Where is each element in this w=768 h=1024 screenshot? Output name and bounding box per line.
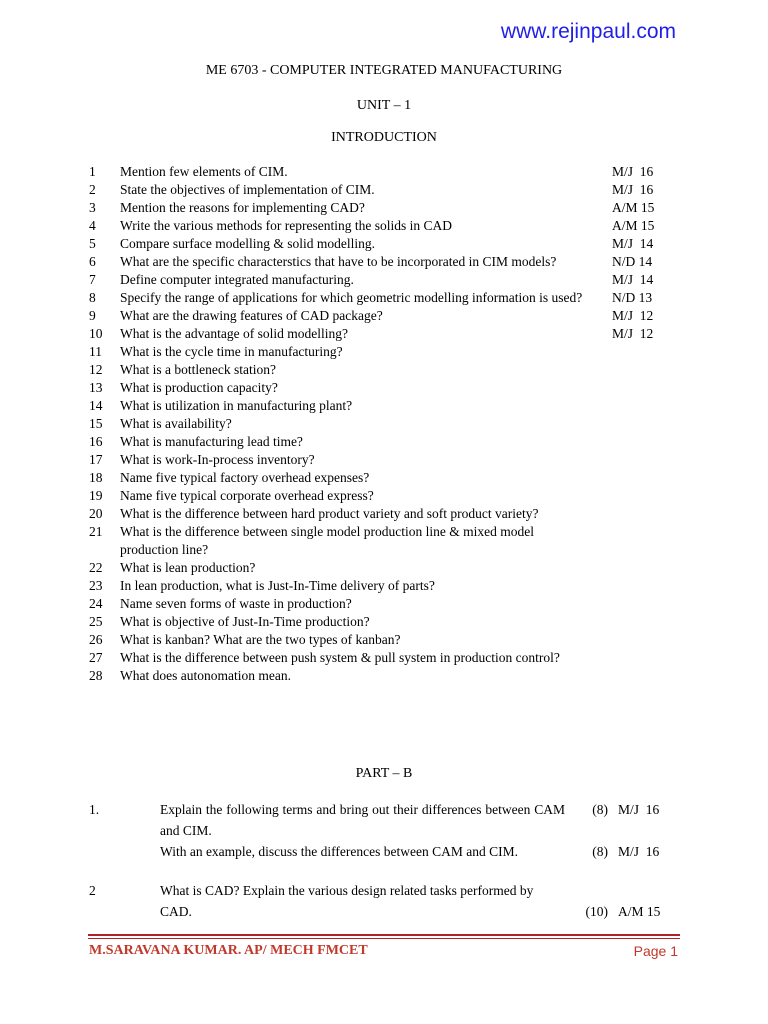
question-row	[0, 397, 768, 415]
exam-session-code: M/J 12	[612, 326, 654, 341]
question-number: 1.	[89, 802, 100, 817]
question-marks: (10)	[585, 904, 608, 919]
question-text: What is the difference between single model production line & mixed model production line?	[120, 524, 535, 557]
question-text: Explain the following terms and bring out their differences between CAM and CIM.	[160, 802, 565, 838]
exam-session-code: N/D 13	[612, 290, 653, 305]
question-row	[0, 433, 768, 451]
exam-session-code: M/J 14	[612, 236, 654, 251]
question-text: What is production capacity?	[120, 380, 278, 395]
question-number: 8	[89, 290, 96, 305]
footer-author: M.SARAVANA KUMAR. AP/ MECH FMCET	[89, 943, 368, 958]
exam-session-code: M/J 14	[612, 272, 654, 287]
question-number: 18	[89, 470, 103, 485]
question-row	[0, 613, 768, 631]
footer-rule	[88, 938, 680, 939]
question-row	[0, 379, 768, 397]
question-number: 5	[89, 236, 96, 251]
question-text: What is the difference between push system & pull system in production control?	[120, 650, 560, 665]
question-marks: (8)	[592, 844, 608, 859]
question-number: 17	[89, 452, 103, 467]
question-text: Write the various methods for representing the solids in CAD	[120, 218, 453, 233]
question-text: What is manufacturing lead time?	[120, 434, 303, 449]
question-number: 24	[89, 596, 103, 611]
question-row	[0, 577, 768, 595]
question-text: What is the difference between hard product variety and soft product variety?	[120, 506, 539, 521]
question-number: 27	[89, 650, 103, 665]
question-number: 28	[89, 668, 103, 683]
question-text: State the objectives of implementation of CIM.	[120, 182, 375, 197]
question-text: Name five typical corporate overhead express?	[120, 488, 374, 503]
question-row	[0, 217, 768, 235]
question-text: What is objective of Just-In-Time production?	[120, 614, 370, 629]
exam-session-code: M/J 16	[612, 164, 654, 179]
question-text: What is work-In-process inventory?	[120, 452, 315, 467]
question-row	[0, 595, 768, 613]
question-number: 4	[89, 218, 96, 233]
question-text: What are the drawing features of CAD package?	[120, 308, 383, 323]
question-number: 26	[89, 632, 103, 647]
question-number: 11	[89, 344, 102, 359]
question-number: 14	[89, 398, 103, 413]
question-text: What are the specific characterstics that have to be incorporated in CIM models?	[120, 254, 557, 269]
question-row	[0, 199, 768, 217]
footer-rule	[88, 934, 680, 936]
question-marks: (8)	[592, 802, 608, 817]
question-row	[0, 235, 768, 253]
question-row	[0, 343, 768, 361]
question-row	[0, 667, 768, 685]
question-row	[0, 361, 768, 379]
question-number: 3	[89, 200, 96, 215]
question-row	[0, 325, 768, 343]
question-text: What is a bottleneck station?	[120, 362, 276, 377]
question-row	[0, 415, 768, 433]
question-number: 23	[89, 578, 103, 593]
question-number: 1	[89, 164, 96, 179]
question-row	[0, 181, 768, 199]
exam-session-code: M/J 12	[612, 308, 654, 323]
question-row	[0, 505, 768, 523]
question-text: What is lean production?	[120, 560, 256, 575]
question-text: With an example, discuss the differences between CAM and CIM.	[160, 844, 518, 859]
question-number: 15	[89, 416, 103, 431]
question-text: What is availability?	[120, 416, 232, 431]
question-text: Name seven forms of waste in production?	[120, 596, 352, 611]
question-row	[0, 523, 768, 559]
question-text: Mention the reasons for implementing CAD?	[120, 200, 365, 215]
question-number: 19	[89, 488, 103, 503]
question-number: 12	[89, 362, 103, 377]
part-b-question	[0, 799, 768, 841]
question-text: Specify the range of applications for which geometric modelling information is used?	[120, 290, 583, 305]
part-b-heading: PART – B	[355, 766, 413, 781]
question-text: In lean production, what is Just-In-Time delivery of parts?	[120, 578, 435, 593]
question-number: 9	[89, 308, 96, 323]
question-text: Name five typical factory overhead expenses?	[120, 470, 370, 485]
question-row	[0, 487, 768, 505]
exam-session-code: M/J 16	[618, 844, 660, 859]
course-title: ME 6703 - COMPUTER INTEGRATED MANUFACTURING	[205, 63, 563, 78]
question-text: Mention few elements of CIM.	[120, 164, 288, 179]
part-b-subquestion	[0, 841, 768, 862]
question-row	[0, 163, 768, 181]
question-row	[0, 271, 768, 289]
question-row	[0, 559, 768, 577]
part-a-question-list	[0, 163, 768, 685]
question-number: 7	[89, 272, 96, 287]
question-number: 13	[89, 380, 103, 395]
question-number: 2	[89, 182, 96, 197]
question-number: 16	[89, 434, 103, 449]
question-text: What is the cycle time in manufacturing?	[120, 344, 343, 359]
question-number: 6	[89, 254, 96, 269]
question-text: Define computer integrated manufacturing.	[120, 272, 354, 287]
site-link[interactable]: www.rejinpaul.com	[500, 20, 676, 43]
question-number: 25	[89, 614, 103, 629]
question-number: 10	[89, 326, 103, 341]
question-number: 21	[89, 524, 103, 539]
question-text: What is the advantage of solid modelling?	[120, 326, 348, 341]
question-number: 22	[89, 560, 103, 575]
exam-session-code: M/J 16	[612, 182, 654, 197]
unit-heading: UNIT – 1	[356, 98, 412, 113]
exam-session-code: A/M 15	[612, 200, 655, 215]
exam-session-code: A/M 15	[612, 218, 655, 233]
exam-session-code: A/M 15	[618, 904, 661, 919]
question-row	[0, 469, 768, 487]
page-number: Page 1	[633, 943, 678, 959]
question-row	[0, 253, 768, 271]
question-row	[0, 631, 768, 649]
unit-title: INTRODUCTION	[331, 130, 437, 145]
exam-session-code: N/D 14	[612, 254, 653, 269]
question-row	[0, 649, 768, 667]
question-text: Compare surface modelling & solid modelling.	[120, 236, 375, 251]
part-b-question	[0, 880, 768, 922]
question-row	[0, 289, 768, 307]
question-text: What does autonomation mean.	[120, 668, 291, 683]
question-text: What is kanban? What are the two types of kanban?	[120, 632, 401, 647]
question-text: What is utilization in manufacturing plant?	[120, 398, 353, 413]
question-text: What is CAD? Explain the various design related tasks performed by CAD.	[160, 883, 534, 919]
exam-session-code: M/J 16	[618, 802, 660, 817]
question-row	[0, 307, 768, 325]
question-number: 20	[89, 506, 103, 521]
part-b-question-list	[0, 799, 768, 931]
question-number: 2	[89, 883, 96, 898]
question-row	[0, 451, 768, 469]
